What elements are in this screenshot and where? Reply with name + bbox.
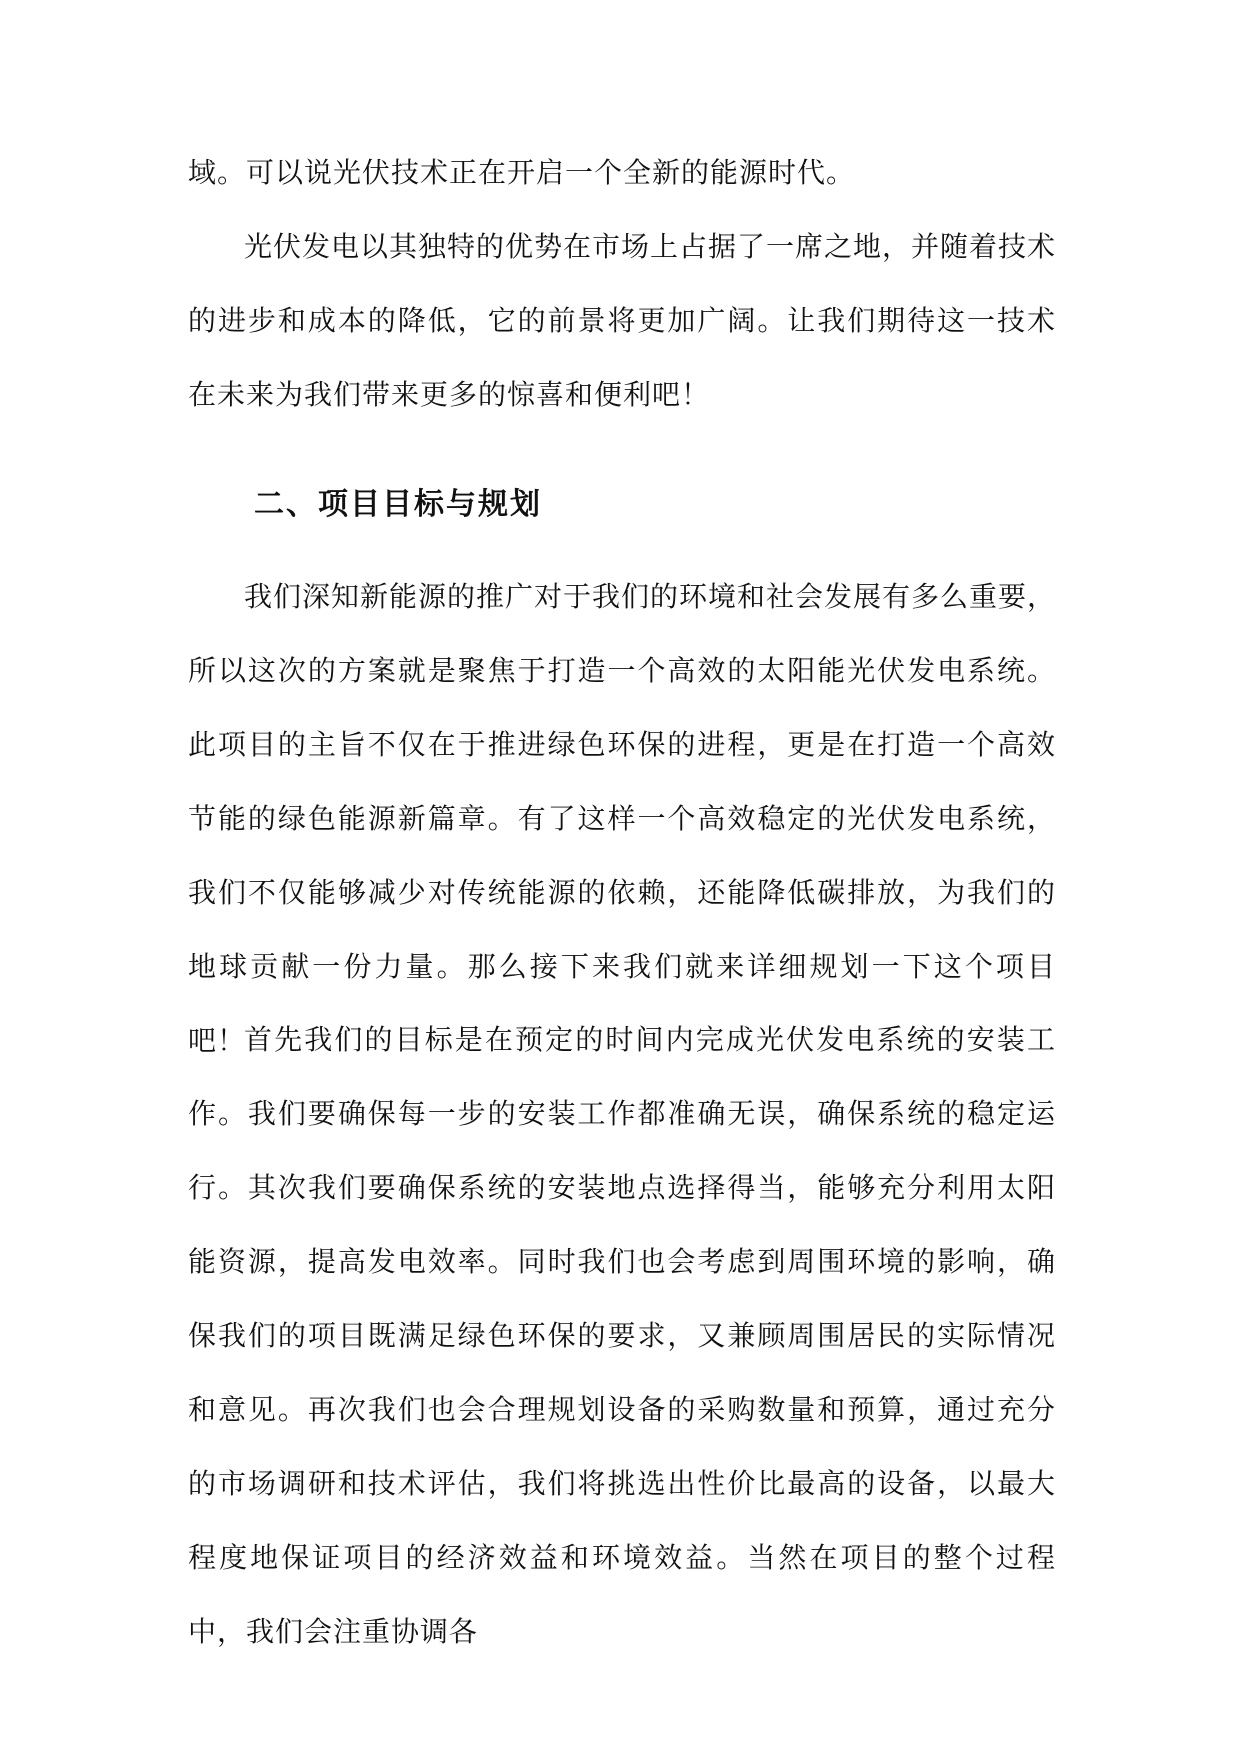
paragraph-goals: 首先我们的目标是在预定的时间内完成光伏发电系统的安装工作。我们要确保每一步的安装工作都准确无误，确保系统的稳定运行。其次我们要确保系统的安装地点选择得当，能够充分利用太阳能资源，提高发电效率。同时我们也会考虑到周围环境的影响，确保我们的项目既满足绿色环保的要求，又兼顾周围居民的实际情况和意见。再次我们也会合理规划设备的采购数量和预算，通过充分的市场调研和技术评估，我们将挑选出性价比最高的设备，以最大程度地保证项目的经济效益和环境效益。当然在项目的整个过程中，我们会注重协调各	[188, 1023, 1056, 1648]
paragraph-outlook: 光伏发电以其独特的优势在市场上占据了一席之地，并随着技术的进步和成本的降低，它的前景将更加广阔。让我们期待这一技术在未来为我们带来更多的惊喜和便利吧！	[188, 230, 1057, 411]
paragraph-intro: 我们深知新能源的推广对于我们的环境和社会发展有多么重要，所以这次的方案就是聚焦于打造一个高效的太阳能光伏发电系统。此项目的主旨不仅在于推进绿色环保的进程，更是在打造一个高效节能的绿色能源新篇章。有了这样一个高效稳定的光伏发电系统，我们不仅能够减少对传统能源的依赖，还能降低碳排放，为我们的地球贡献一份力量。那么接下来我们就来详细规划一下这个项目吧！	[188, 580, 1057, 1057]
section-heading: 二、项目目标与规划	[254, 487, 542, 522]
paragraph-continuation: 域。可以说光伏技术正在开启一个全新的能源时代。	[188, 156, 856, 189]
